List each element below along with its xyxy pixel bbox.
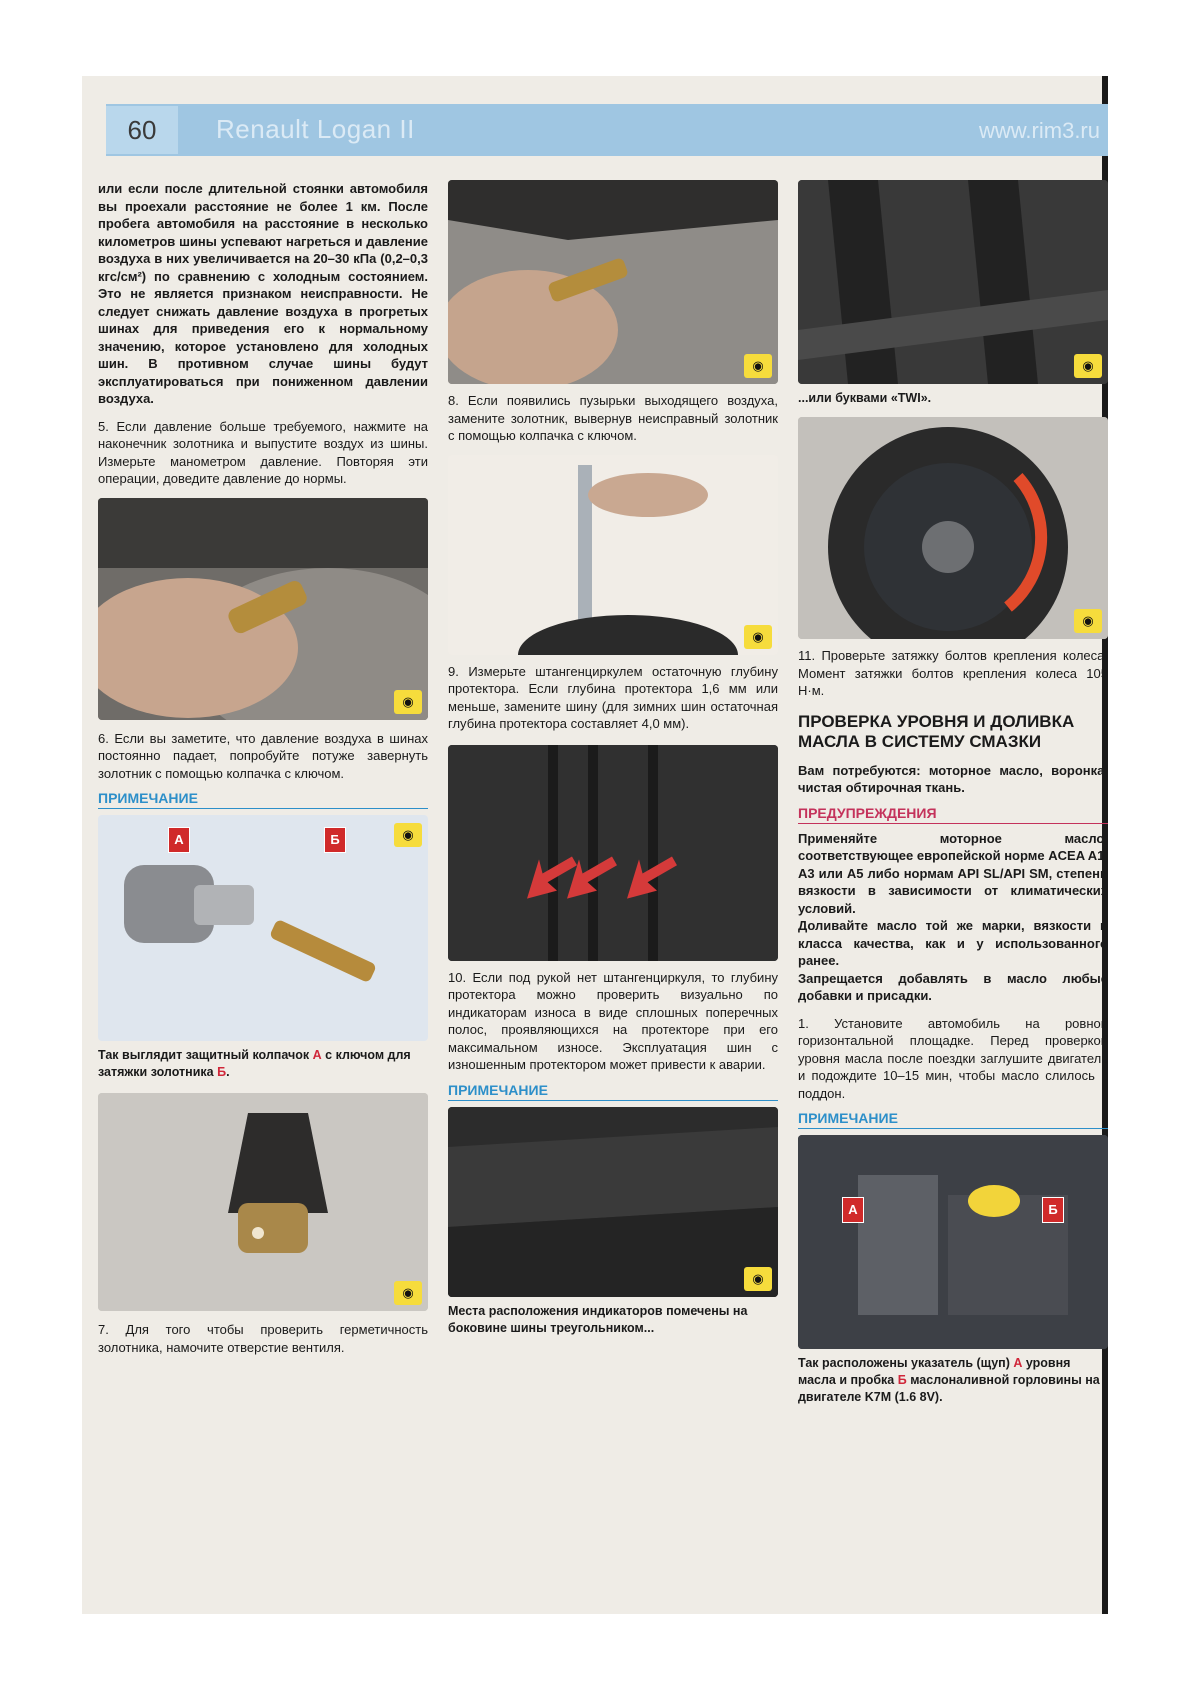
caption-cap-mark-b: Б xyxy=(217,1065,227,1079)
caption-engine-e: маслоналивной горловины на двигателе K7M (1.6 8V). xyxy=(798,1373,1100,1404)
step-8: 8. Если появились пузырьки выходящего воздуха, замените золотник, вывернув неисправный золотник с помощью колпачка с ключом. xyxy=(448,393,778,443)
photo-valve-stem xyxy=(98,1093,428,1311)
camera-icon: ◉ xyxy=(1074,609,1102,633)
step-6: 6. Если вы заметите, что давление воздуха в шинах постоянно падает, попробуйте потуже завернуть золотник с помощью колпачка с ключом. xyxy=(98,730,428,781)
warnings-title: ПРЕДУПРЕЖДЕНИЯ xyxy=(798,805,1108,824)
caption-cap-mark-a: А xyxy=(312,1048,322,1062)
column-2 xyxy=(448,180,778,1337)
column-1 xyxy=(98,180,428,1356)
photo-bubbles xyxy=(448,180,778,384)
photo-caliper-image xyxy=(448,455,778,655)
photo-valve-pressing-image xyxy=(98,498,428,720)
label-a-marker: А xyxy=(168,827,190,853)
photo-valve-pressing xyxy=(98,498,428,720)
camera-icon: ◉ xyxy=(1074,354,1102,378)
section-heading: ПРОВЕРКА УРОВНЯ И ДОЛИВКА МАСЛА В СИСТЕМУ СМАЗКИ xyxy=(798,711,1075,751)
caption-engine-a: Так расположены указатель (щуп) xyxy=(798,1356,1010,1370)
caption-cap-a: Так выглядит защитный колпачок xyxy=(98,1048,310,1062)
oil-step-1: 1. Установите автомобиль на ровной горизонтальной площадке. Перед проверкой уровня масла после поездки заглушите двигатель и подождите 10–15 мин, чтобы масло слилось в поддон. xyxy=(798,1015,1108,1101)
book-page xyxy=(82,76,1108,1614)
caption-sidewall: Места расположения индикаторов помечены на боковине шины треугольником... xyxy=(448,1303,748,1335)
camera-icon: ◉ xyxy=(744,625,772,649)
photo-valve-cap-image xyxy=(98,815,428,1041)
photo-twi xyxy=(798,180,1108,384)
column-3 xyxy=(798,180,1108,1406)
step-5: 5. Если давление больше требуемого, нажмите на наконечник золотника и выпустите воздух из шины. Измерьте манометром давление. Повторяя эти операции, доведите давление до нормы. xyxy=(98,418,428,486)
book-title: Renault Logan II xyxy=(216,114,415,144)
note-title: ПРИМЕЧАНИЕ xyxy=(98,790,428,809)
label-b-marker: Б xyxy=(1042,1197,1064,1223)
camera-icon: ◉ xyxy=(394,823,422,847)
camera-icon: ◉ xyxy=(394,690,422,714)
step-11: 11. Проверьте затяжку болтов крепления колеса. Момент затяжки болтов крепления колеса 105 Н·м. xyxy=(798,648,1108,698)
site-url: www.rim3.ru xyxy=(978,118,1100,143)
intro-text: или если после длительной стоянки автомобиля вы проехали расстояние не более 1 км. После пробега автомобиля на расстояние в несколько километров шины успевают нагреться и давление воздуха в них увеличивается на 20–30 кПа (0,2–0,3 кгс/см²) по сравнению с холодным состоянием. Это не является признаком неисправности. Не следует снижать давление воздуха в прогретых шинах для приведения его к нормальному значению, которое установлено для холодных шин. В противном случае шины будут эксплуатироваться при пониженном давлении воздуха. xyxy=(98,181,428,406)
caption-cap xyxy=(98,1047,428,1081)
photo-bubbles-image xyxy=(448,180,778,384)
caption-cap-c: с ключом для затяжки золотника xyxy=(98,1048,411,1079)
camera-icon: ◉ xyxy=(394,1281,422,1305)
required-items: Вам потребуются: моторное масло, воронка, чистая обтирочная ткань. xyxy=(798,762,1108,795)
photo-twi-image xyxy=(798,180,1108,384)
step-9: 9. Измерьте штангенциркулем остаточную глубину протектора. Если глубина протектора 1,6 мм или меньше, замените шину (для зимних шин остаточная глубина протектора составляет 4,0 мм). xyxy=(448,663,778,731)
photo-engine-oil-image xyxy=(798,1135,1108,1349)
warning-3: Запрещается добавлять в масло любые добавки и присадки. xyxy=(798,970,1108,1003)
photo-valve-cap xyxy=(98,815,428,1041)
photo-caliper xyxy=(448,455,778,655)
caption-twi: ...или буквами «TWI». xyxy=(798,391,932,405)
caption-engine-mark-a: А xyxy=(1013,1356,1023,1370)
photo-sidewall-triangle-image xyxy=(448,1107,778,1297)
note-title: ПРИМЕЧАНИЕ xyxy=(798,1110,1108,1129)
step-7: 7. Для того чтобы проверить герметичность золотника, намочите отверстие вентиля. xyxy=(98,1322,428,1355)
page-header xyxy=(106,104,1108,156)
warning-2: Доливайте масло той же марки, вязкости и класса качества, как и у использованного ранее. xyxy=(798,918,1108,968)
label-a-marker: А xyxy=(842,1197,864,1223)
camera-icon: ◉ xyxy=(744,1267,772,1291)
photo-wear-indicators xyxy=(448,745,778,961)
photo-wear-indicators-image xyxy=(448,745,778,961)
page-number: 60 xyxy=(106,106,178,154)
camera-icon: ◉ xyxy=(744,354,772,378)
label-b-marker: Б xyxy=(324,827,346,853)
warning-1: Применяйте моторное масло, соответствующее европейской норме ACEA A1, A3 или A5 либо нормам API SL/API SM, степени вязкости в зависимости от климатических условий. xyxy=(798,830,1108,916)
photo-valve-stem-image xyxy=(98,1093,428,1311)
caption-cap-e: . xyxy=(226,1065,230,1079)
step-10: 10. Если под рукой нет штангенциркуля, то глубину протектора можно проверить визуально по индикаторам износа в виде сплошных поперечных полос, проявляющихся на протекторе при его максимальном износе. Эксплуатация шин с изношенным протектором может привести к аварии. xyxy=(448,969,778,1072)
photo-engine-oil xyxy=(798,1135,1108,1349)
caption-engine xyxy=(798,1355,1108,1406)
photo-sidewall-triangle xyxy=(448,1107,778,1297)
photo-wheel-bolts xyxy=(798,417,1108,639)
note-title: ПРИМЕЧАНИЕ xyxy=(448,1082,778,1101)
photo-wheel-bolts-image xyxy=(798,417,1108,639)
caption-engine-c: уровня масла и пробка xyxy=(798,1356,1071,1387)
caption-engine-mark-b: Б xyxy=(897,1373,907,1387)
